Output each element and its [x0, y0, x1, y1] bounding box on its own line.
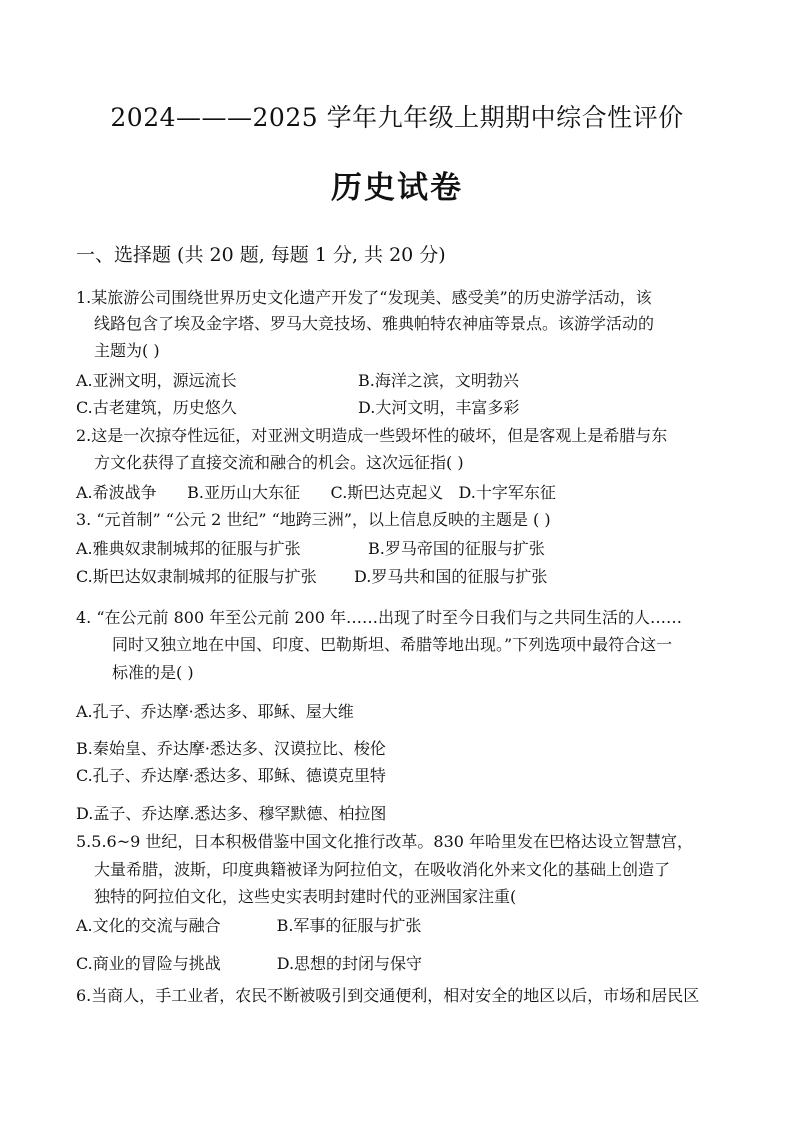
exam-subtitle: 历史试卷 — [331, 170, 463, 206]
q6-stem-line-1: 6.当商人，手工业者，农民不断被吸引到交通便利，相对安全的地区以后，市场和居民区 — [76, 986, 700, 1005]
q5-stem-line-3: 独特的阿拉伯文化，这些史实表明封建时代的亚洲国家注重( — [94, 887, 517, 906]
q3-option-a: A.雅典奴隶制城邦的征服与扩张 — [76, 539, 301, 558]
q5-stem-line-1: 5.5.6~9 世纪，日本积极借鉴中国文化推行改革。830 年哈里发在巴格达设立智慧宫， — [76, 832, 694, 851]
exam-title: 2024———2025 学年九年级上期期中综合性评价 — [110, 103, 684, 132]
q1-option-a: A.亚洲文明，源远流长 — [76, 371, 237, 390]
q4-stem-line-1: 4. “在公元前 800 年至公元前 200 年……出现了时至今日我们与之共同生活的人…… — [76, 608, 682, 627]
q3-option-b: B.罗马帝国的征服与扩张 — [368, 539, 545, 558]
q2-stem-line-2: 方文化获得了直接交流和融合的机会。这次远征指( ) — [94, 453, 464, 472]
q4-option-a: A.孔子、乔达摩·悉达多、耶稣、屋大维 — [76, 702, 354, 721]
q4-option-b: B.秦始皇、乔达摩·悉达多、汉谟拉比、梭伦 — [76, 739, 386, 758]
section-heading: 一、选择题 (共 20 题, 每题 1 分, 共 20 分) — [76, 244, 446, 266]
q1-option-c: C.古老建筑，历史悠久 — [76, 398, 237, 417]
q3-stem-line-1: 3. “元首制” “公元 2 世纪” “地跨三洲”，以上信息反映的主题是 ( ) — [76, 510, 551, 529]
q5-stem-line-2: 大量希腊，波斯，印度典籍被译为阿拉伯文，在吸收消化外来文化的基础上创造了 — [94, 860, 671, 879]
q2-options: A.希波战争 B.亚历山大东征 C.斯巴达克起义 D.十字军东征 — [76, 483, 556, 502]
q5-options-cd: C.商业的冒险与挑战 D.思想的封闭与保守 — [76, 954, 423, 973]
q2-stem-line-1: 2.这是一次掠夺性远征，对亚洲文明造成一些毁坏性的破坏，但是客观上是希腊与东 — [76, 426, 668, 445]
q4-stem-line-3: 标准的是( ) — [112, 663, 194, 682]
q5-options-ab: A.文化的交流与融合 B.军事的征服与扩张 — [76, 916, 422, 935]
q4-stem-line-2: 同时又独立地在中国、印度、巴勒斯坦、希腊等地出现。”下列选项中最符合这一 — [112, 635, 673, 654]
q1-stem-line-3: 主题为( ) — [94, 341, 160, 360]
q3-option-c: C.斯巴达奴隶制城邦的征服与扩张 — [76, 567, 317, 586]
q4-option-d: D.孟子、乔达摩.悉达多、穆罕默德、柏拉图 — [76, 804, 387, 823]
q1-stem-line-1: 1.某旅游公司围绕世界历史文化遗产开发了“发现美、感受美”的历史游学活动，该 — [76, 288, 652, 307]
q1-stem-line-2: 线路包含了埃及金字塔、罗马大竞技场、雅典帕特农神庙等景点。该游学活动的 — [94, 314, 655, 333]
q1-option-d: D.大河文明，丰富多彩 — [358, 398, 520, 417]
q4-option-c: C.孔子、乔达摩·悉达多、耶稣、德谟克里特 — [76, 766, 386, 785]
q3-option-d: D.罗马共和国的征服与扩张 — [354, 567, 548, 586]
q1-option-b: B.海洋之滨，文明勃兴 — [358, 371, 519, 390]
